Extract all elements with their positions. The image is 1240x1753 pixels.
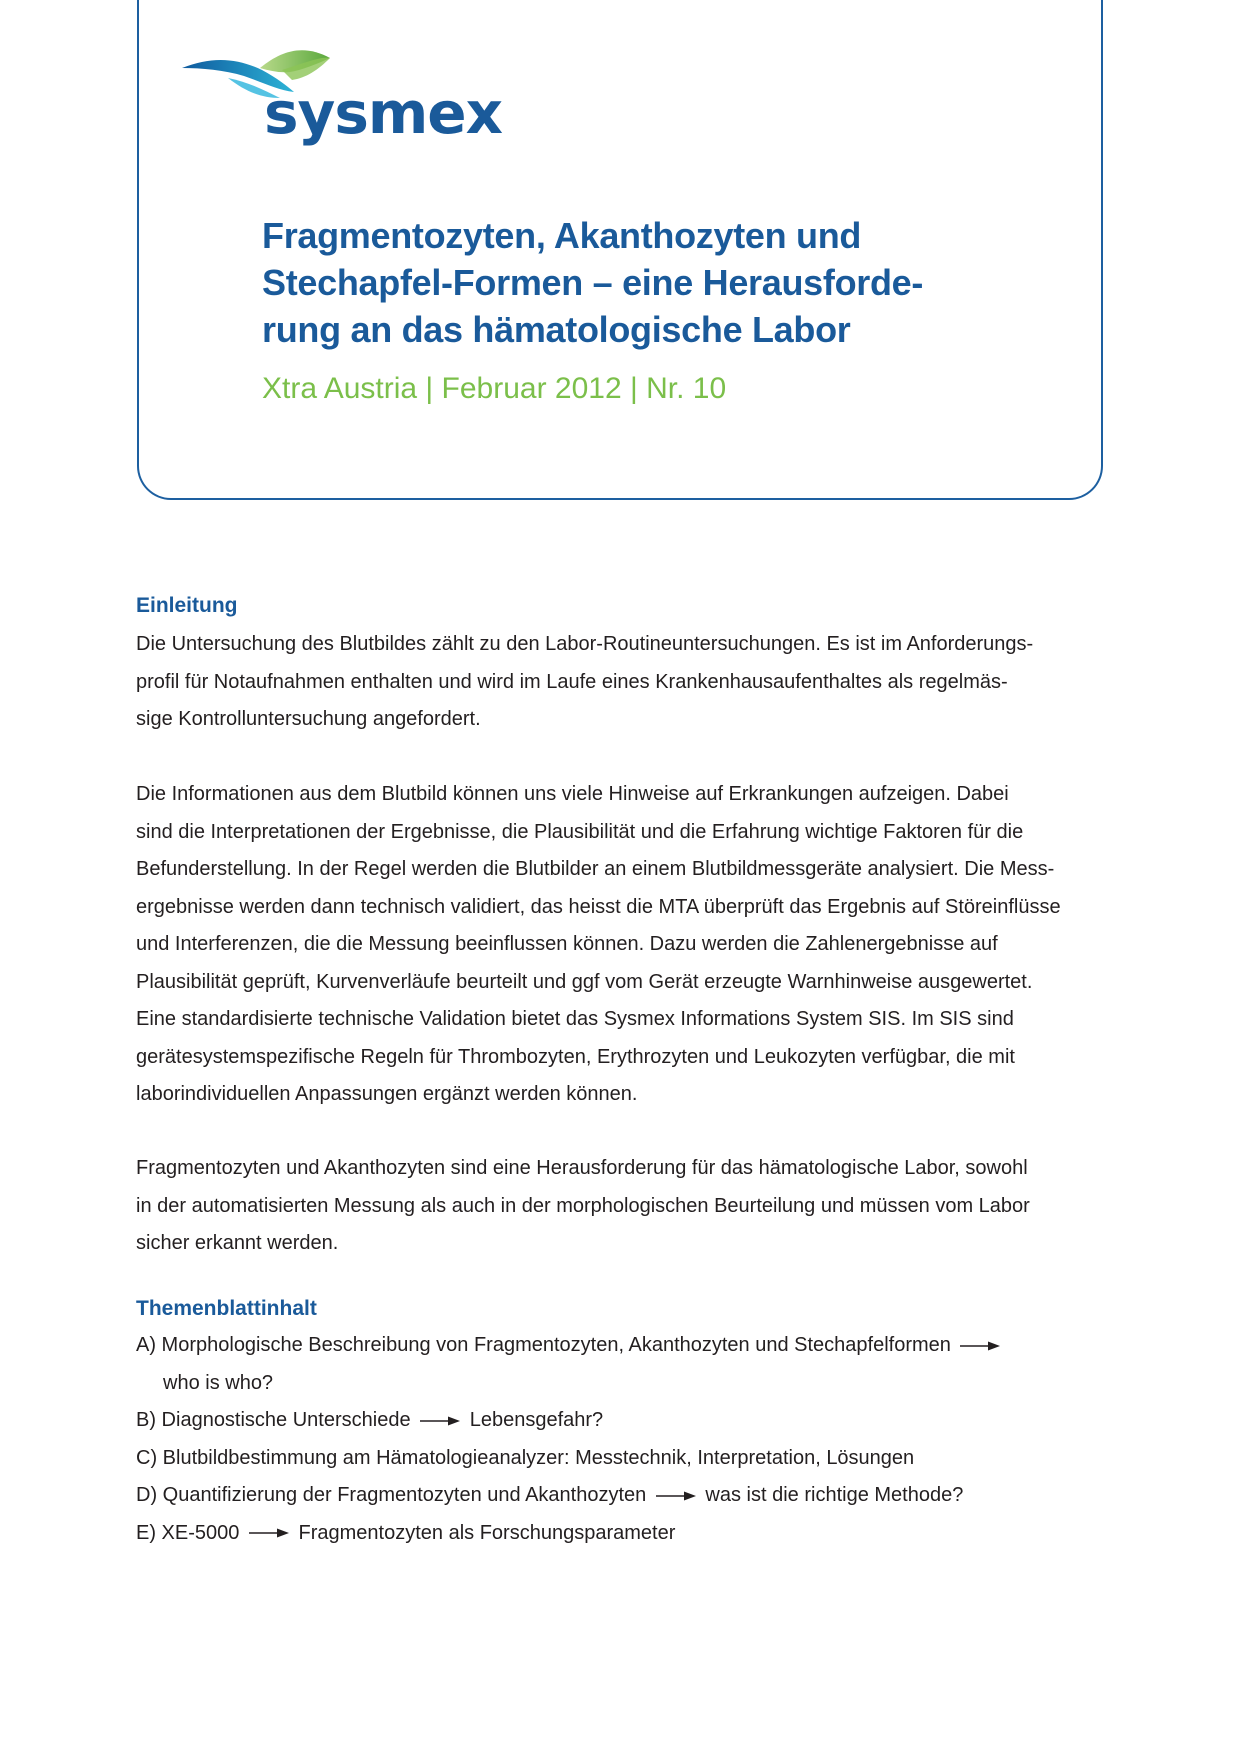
text-line: und Interferenzen, die die Messung beeinflussen können. Dazu werden die Zahlenergebnisse auf — [136, 933, 998, 955]
right-arrow-icon — [249, 1528, 289, 1538]
contents-item-text: E) XE-5000 — [136, 1521, 240, 1544]
intro-paragraph-2 — [136, 776, 1096, 1114]
contents-item-continuation: who is who? — [163, 1371, 274, 1394]
logo-wordmark: sysmex — [264, 79, 503, 147]
intro-paragraph-1 — [136, 626, 1096, 739]
text-line: Eine standardisierte technische Validation bietet das Sysmex Informations System SIS. Im SIS sind — [136, 1008, 1014, 1030]
text-line: in der automatisierten Messung als auch in der morphologischen Beurteilung und müssen vom Labor — [136, 1194, 1030, 1217]
right-arrow-icon — [656, 1491, 696, 1501]
text-line: Die Untersuchung des Blutbildes zählt zu den Labor-Routineuntersuchungen. Es ist im Anforderungs- — [136, 633, 1034, 655]
intro-paragraph-3 — [136, 1150, 1096, 1263]
text-line: ergebnisse werden dann technisch validiert, das heisst die MTA überprüft das Ergebnis auf Störeinflüsse — [136, 895, 1061, 918]
contents-item-result: Lebensgefahr? — [469, 1409, 604, 1431]
text-line: Die Informationen aus dem Blutbild können uns viele Hinweise auf Erkrankungen aufzeigen. Dabei — [136, 783, 1009, 805]
title-line: Stechapfel-Formen – eine Herausforde- — [262, 262, 924, 303]
text-line: sige Kontrolluntersuchung angefordert. — [136, 708, 481, 730]
text-line: profil für Notaufnahmen enthalten und wird im Laufe eines Krankenhausaufenthaltes als regelmäs- — [136, 670, 1008, 693]
title-line: Fragmentozyten, Akanthozyten und — [262, 215, 862, 256]
contents-item-text: C) Blutbildbestimmung am Hämatologieanalyzer: Messtechnik, Interpretation, Lösungen — [136, 1446, 915, 1469]
sysmex-logo — [182, 42, 503, 152]
document-title — [262, 212, 1022, 353]
text-line: Plausibilität geprüft, Kurvenverläufe beurteilt und ggf vom Gerät erzeugte Warnhinweise ausgewertet. — [136, 970, 1033, 993]
contents-item-d — [136, 1477, 1096, 1515]
contents-heading: Themenblattinhalt — [136, 1297, 317, 1320]
contents-item-e — [136, 1515, 1096, 1553]
intro-heading: Einleitung — [136, 594, 238, 617]
contents-item-a — [136, 1327, 1096, 1402]
text-line: gerätesystemspezifische Regeln für Thrombozyten, Erythrozyten und Leukozyten verfügbar, die mit — [136, 1045, 1015, 1068]
contents-item-text: D) Quantifizierung der Fragmentozyten und Akanthozyten — [136, 1484, 647, 1506]
text-line: Fragmentozyten und Akanthozyten sind eine Herausforderung für das hämatologische Labor, sowohl — [136, 1157, 1028, 1179]
contents-item-text: B) Diagnostische Unterschiede — [136, 1409, 411, 1431]
text-line: Befunderstellung. In der Regel werden die Blutbilder an einem Blutbildmessgeräte analysiert. Die Mess- — [136, 858, 1055, 880]
right-arrow-icon — [420, 1416, 460, 1426]
issue-subtitle: Xtra Austria | Februar 2012 | Nr. 10 — [262, 372, 727, 405]
text-line: sicher erkannt werden. — [136, 1232, 339, 1254]
contents-item-result: Fragmentozyten als Forschungsparameter — [298, 1521, 676, 1544]
contents-item-c — [136, 1440, 1096, 1478]
contents-item-text: A) Morphologische Beschreibung von Fragmentozyten, Akanthozyten und Stechapfelformen — [136, 1334, 951, 1356]
title-line: rung an das hämatologische Labor — [262, 309, 851, 350]
contents-item-b — [136, 1402, 1096, 1440]
contents-list — [136, 1327, 1096, 1552]
contents-item-result: was ist die richtige Methode? — [705, 1484, 964, 1506]
text-line: sind die Interpretationen der Ergebnisse, die Plausibilität und die Erfahrung wichtige Faktoren für die — [136, 820, 1024, 843]
text-line: laborindividuellen Anpassungen ergänzt werden können. — [136, 1083, 638, 1105]
right-arrow-icon — [960, 1341, 1000, 1351]
